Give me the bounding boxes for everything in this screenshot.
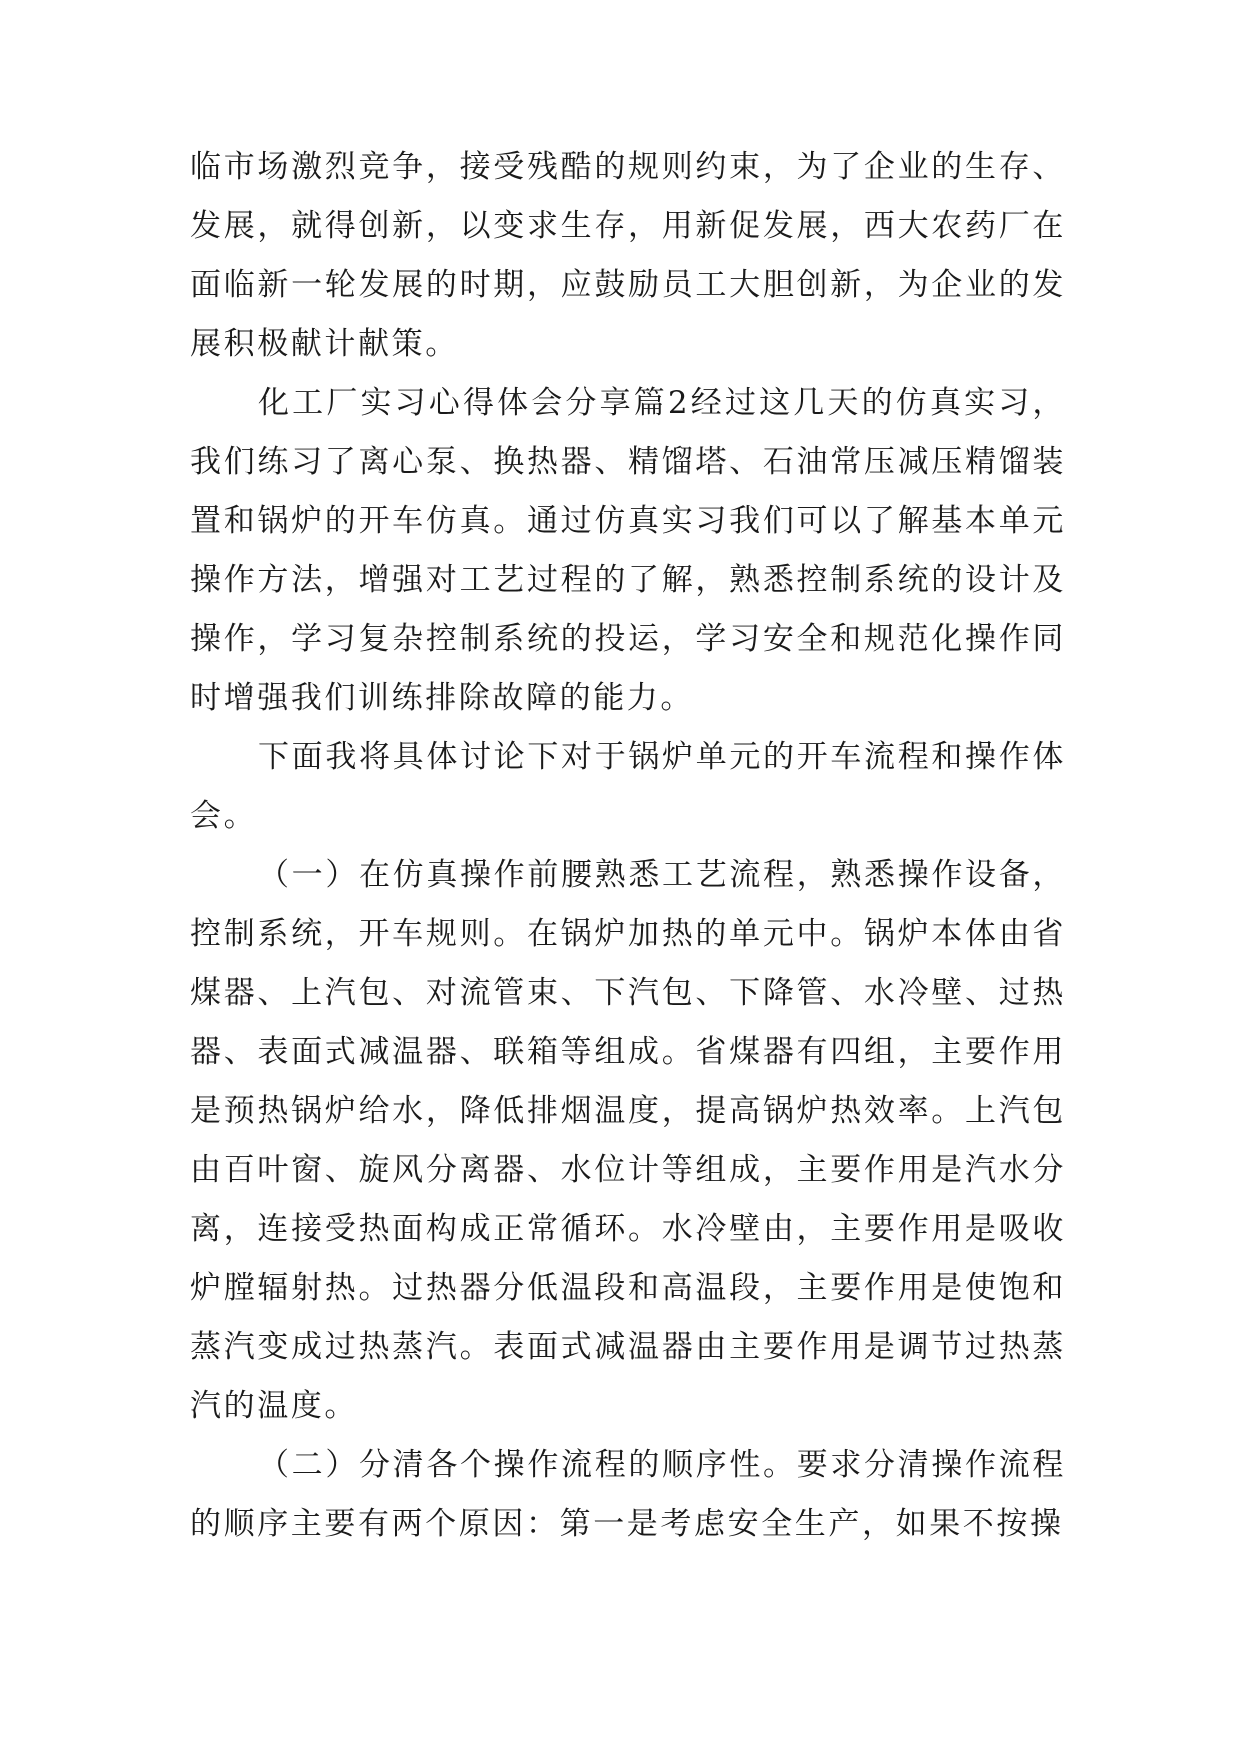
paragraph-2: 化工厂实习心得体会分享篇2经过这几天的仿真实习，我们练习了离心泵、换热器、精馏塔、石油常压减压精馏装置和锅炉的开车仿真。通过仿真实习我们可以了解基本单元操作方法，增强对工艺过程的了解，熟悉控制系统的设计及操作，学习复杂控制系统的投运，学习安全和规范化操作同时增强我们训练排除故障的能力。 [190, 385, 1066, 716]
paragraph-1: 临市场激烈竞争，接受残酷的规则约束，为了企业的生存、发展，就得创新，以变求生存，用新促发展，西大农药厂在面临新一轮发展的时期，应鼓励员工大胆创新，为企业的发展积极献计献策。 [190, 149, 1066, 362]
paragraph-4: （一）在仿真操作前腰熟悉工艺流程，熟悉操作设备，控制系统，开车规则。在锅炉加热的单元中。锅炉本体由省煤器、上汽包、对流管束、下汽包、下降管、水冷壁、过热器、表面式减温器、联箱等组成。省煤器有四组，主要作用是预热锅炉给水，降低排烟温度，提高锅炉热效率。上汽包由百叶窗、旋风分离器、水位计等组成，主要作用是汽水分离，连接受热面构成正常循环。水冷壁由，主要作用是吸收炉膛辐射热。过热器分低温段和高温段，主要作用是使饱和蒸汽变成过热蒸汽。表面式减温器由主要作用是调节过热蒸汽的温度。 [190, 857, 1066, 1424]
document-body [190, 138, 1066, 1554]
paragraph-3: 下面我将具体讨论下对于锅炉单元的开车流程和操作体会。 [190, 739, 1066, 834]
paragraph-5: （二）分清各个操作流程的顺序性。要求分清操作流程的顺序主要有两个原因：第一是考虑安全生产，如果不按操 [190, 1447, 1066, 1542]
